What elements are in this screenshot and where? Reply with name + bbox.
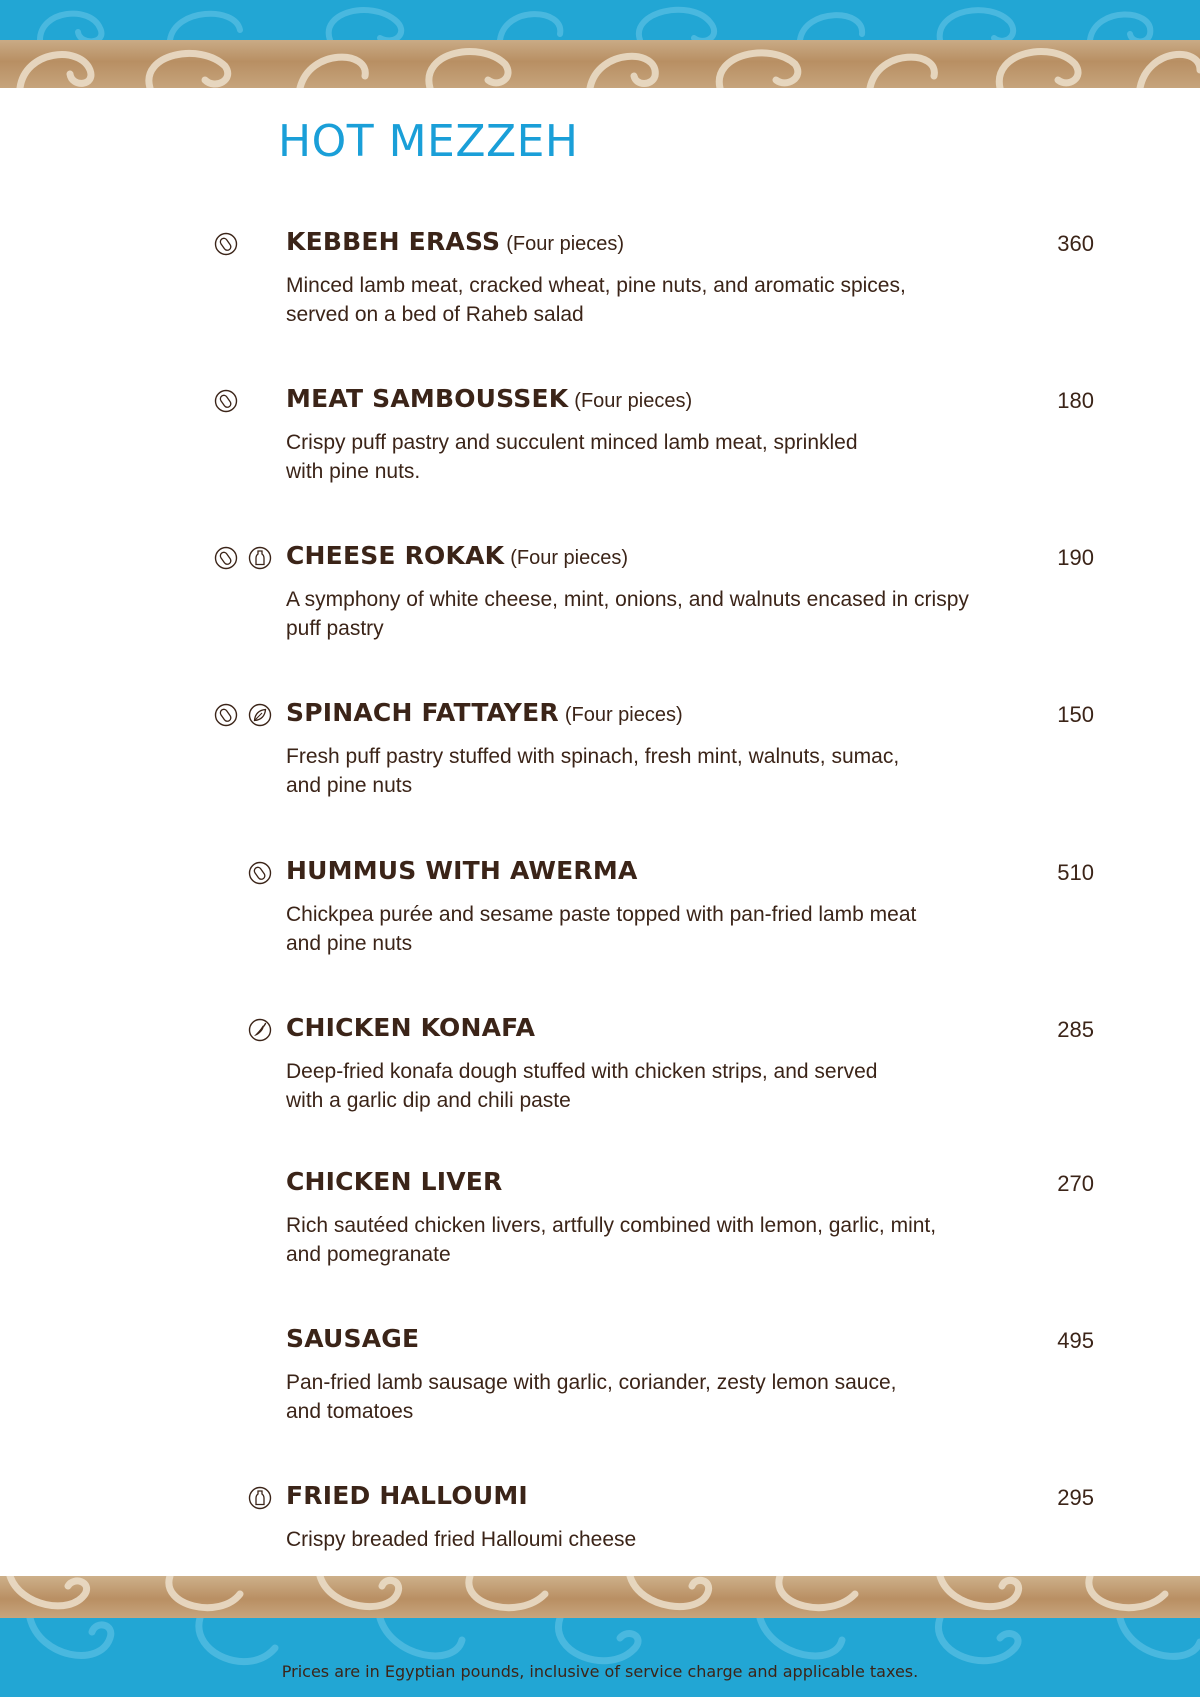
menu-item-meat-samboussek — [0, 384, 1200, 514]
item-description — [286, 1525, 986, 1554]
item-description-line: A symphony of white cheese, mint, onions, and walnuts encased in crispy — [286, 588, 969, 611]
item-price: 295 — [1057, 1485, 1094, 1510]
item-description-line: with a garlic dip and chili paste — [286, 1089, 571, 1112]
item-name: SAUSAGE — [286, 1324, 420, 1353]
item-portion-note: (Four pieces) — [510, 547, 629, 569]
item-heading — [286, 541, 628, 570]
item-price: 510 — [1057, 860, 1094, 885]
item-price: 180 — [1057, 388, 1094, 413]
item-name: MEAT SAMBOUSSEK — [286, 384, 569, 413]
item-heading — [286, 1481, 528, 1510]
item-description-line: and pine nuts — [286, 932, 413, 955]
item-description-line: Pan-fried lamb sausage with garlic, coriander, zesty lemon sauce, — [286, 1371, 897, 1394]
dairy-icon — [248, 546, 272, 570]
item-name: FRIED HALLOUMI — [286, 1481, 528, 1510]
item-name: CHEESE ROKAK — [286, 541, 505, 570]
item-price: 270 — [1057, 1171, 1094, 1196]
item-description-line: Fresh puff pastry stuffed with spinach, fresh mint, walnuts, sumac, — [286, 745, 900, 768]
item-price: 360 — [1057, 231, 1094, 256]
item-heading — [286, 698, 683, 727]
item-description-line: with pine nuts. — [286, 460, 421, 483]
item-description-line: Crispy breaded fried Halloumi cheese — [286, 1528, 637, 1551]
menu-item-chicken-konafa — [0, 1013, 1200, 1143]
menu-item-spinach-fattayer — [0, 698, 1200, 828]
footer-note: Prices are in Egyptian pounds, inclusive of service charge and applicable taxes. — [281, 1662, 919, 1681]
item-description-line: and pine nuts — [286, 774, 413, 797]
vegetarian-icon — [248, 703, 272, 727]
top-decorative-band-tan — [0, 40, 1200, 88]
item-name: KEBBEH ERASS — [286, 227, 501, 256]
item-heading — [286, 384, 692, 413]
item-name: HUMMUS WITH AWERMA — [286, 856, 638, 885]
item-description — [286, 585, 986, 643]
nuts-icon — [214, 703, 238, 727]
swirl-pattern-top-blue — [0, 0, 1200, 40]
item-price: 150 — [1057, 702, 1094, 727]
menu-item-hummus-with-awerma — [0, 856, 1200, 986]
item-description — [286, 428, 986, 486]
menu-item-chicken-liver — [0, 1167, 1200, 1297]
item-name: SPINACH FATTAYER — [286, 698, 559, 727]
item-heading — [286, 1324, 419, 1353]
nuts-icon — [248, 861, 272, 885]
menu-item-cheese-rokak — [0, 541, 1200, 671]
item-description — [286, 1368, 986, 1426]
item-portion-note: (Four pieces) — [506, 233, 625, 255]
menu-item-kebbeh-erass — [0, 227, 1200, 357]
nuts-icon — [214, 389, 238, 413]
item-description — [286, 271, 986, 329]
swirl-pattern-bottom-tan — [0, 1576, 1200, 1618]
item-description-line: Rich sautéed chicken livers, artfully combined with lemon, garlic, mint, — [286, 1214, 937, 1237]
item-price: 190 — [1057, 545, 1094, 570]
item-price: 285 — [1057, 1017, 1094, 1042]
bottom-decorative-band-blue — [0, 1618, 1200, 1697]
nuts-icon — [214, 232, 238, 256]
item-description — [286, 742, 986, 800]
item-description-line: and pomegranate — [286, 1243, 451, 1266]
item-description-line: Minced lamb meat, cracked wheat, pine nuts, and aromatic spices, — [286, 274, 906, 297]
top-decorative-band-blue — [0, 0, 1200, 40]
item-heading — [286, 1167, 503, 1196]
spicy-icon — [248, 1018, 272, 1042]
item-description-line: puff pastry — [286, 617, 384, 640]
item-description — [286, 900, 986, 958]
item-heading — [286, 1013, 535, 1042]
menu-item-sausage — [0, 1324, 1200, 1454]
bottom-decorative-band-tan — [0, 1576, 1200, 1618]
item-name: CHICKEN LIVER — [286, 1167, 503, 1196]
item-name: CHICKEN KONAFA — [286, 1013, 536, 1042]
item-description — [286, 1211, 986, 1269]
item-description — [286, 1057, 986, 1115]
swirl-pattern-top-tan — [0, 40, 1200, 88]
item-price: 495 — [1057, 1328, 1094, 1353]
item-description-line: Chickpea purée and sesame paste topped with pan-fried lamb meat — [286, 903, 917, 926]
swirl-pattern-bottom-blue — [0, 1618, 1200, 1697]
dairy-icon — [248, 1486, 272, 1510]
section-title: HOT MEZZEH — [278, 116, 579, 167]
item-description-line: Deep-fried konafa dough stuffed with chicken strips, and served — [286, 1060, 878, 1083]
item-heading — [286, 856, 638, 885]
item-description-line: Crispy puff pastry and succulent minced lamb meat, sprinkled — [286, 431, 858, 454]
item-heading — [286, 227, 624, 256]
item-portion-note: (Four pieces) — [574, 390, 693, 412]
item-description-line: and tomatoes — [286, 1400, 414, 1423]
item-portion-note: (Four pieces) — [564, 704, 683, 726]
nuts-icon — [214, 546, 238, 570]
item-description-line: served on a bed of Raheb salad — [286, 303, 584, 326]
